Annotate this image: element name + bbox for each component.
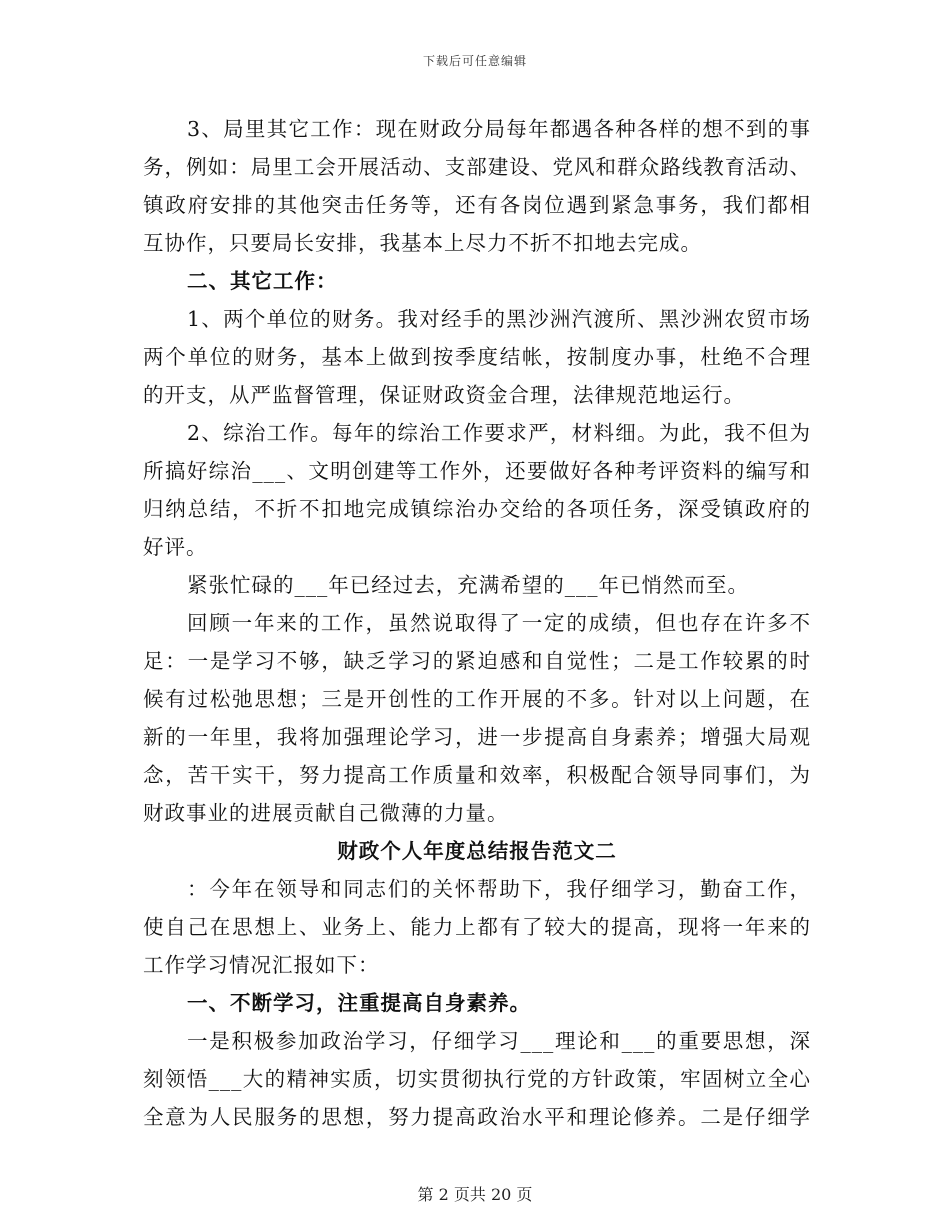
text-line: 一是积极参加政治学习，仔细学习___理论和___的重要思想，深 <box>187 1029 811 1053</box>
text-line: 2、综治工作。每年的综治工作要求严，材料细。为此，我不但为 <box>187 421 811 445</box>
paragraph-review <box>143 604 811 832</box>
text-line: 3、局里其它工作：现在财政分局每年都遇各种各样的想不到的事 <box>187 117 811 141</box>
text-line: 的开支，从严监督管理，保证财政资金合理，法律规范地运行。 <box>143 383 745 407</box>
text-line: 财政事业的进展贡献自己微薄的力量。 <box>143 801 509 825</box>
paragraph-comprehensive-governance <box>143 414 811 566</box>
text-line: 所搞好综治___、文明创建等工作外，还要做好各种考评资料的编写和 <box>143 459 811 483</box>
paragraph-other-work-3 <box>143 110 811 262</box>
text-line: 全意为人民服务的思想，努力提高政治水平和理论修养。二是仔细学 <box>143 1105 811 1129</box>
text-line: 镇政府安排的其他突击任务等，还有各岗位遇到紧急事务，我们都相 <box>143 193 811 217</box>
paragraph-finance-two-units <box>143 300 811 414</box>
text-line: 使自己在思想上、业务上、能力上都有了较大的提高，现将一年来的 <box>143 915 811 939</box>
heading-text: 二、其它工作： <box>187 269 338 293</box>
paragraph-intro <box>143 870 811 984</box>
section-heading-continuous-learning <box>143 984 811 1022</box>
text-line: 回顾一年来的工作，虽然说取得了一定的成绩，但也存在许多不 <box>187 611 811 635</box>
document-body <box>143 110 811 1136</box>
text-line: 刻领悟___大的精神实质，切实贯彻执行党的方针政策，牢固树立全心 <box>143 1067 811 1091</box>
page-footer: 第 2 页共 20 页 <box>417 1185 533 1204</box>
text-line: 1、两个单位的财务。我对经手的黑沙洲汽渡所、黑沙洲农贸市场 <box>187 307 811 331</box>
paragraph-political-study <box>143 1022 811 1136</box>
text-line: 归纳总结，不折不扣地完成镇综治办交给的各项任务，深受镇政府的 <box>143 497 811 521</box>
text-line: 紧张忙碌的___年已经过去，充满希望的___年已悄然而至。 <box>187 573 749 597</box>
paragraph-year-transition <box>143 566 811 604</box>
heading-text: 一、不断学习，注重提高自身素养。 <box>187 991 531 1015</box>
text-line: 互协作，只要局长安排，我基本上尽力不折不扣地去完成。 <box>143 231 702 255</box>
section-heading-other-work <box>143 262 811 300</box>
title-text: 财政个人年度总结报告范文二 <box>337 839 617 863</box>
text-line: 好评。 <box>143 535 208 559</box>
text-line: 足：一是学习不够，缺乏学习的紧迫感和自觉性；二是工作较累的时 <box>143 649 811 673</box>
page-header: 下载后可任意编辑 <box>422 54 527 68</box>
text-line: 工作学习情况汇报如下： <box>143 953 380 977</box>
text-line: 务，例如：局里工会开展活动、支部建设、党风和群众路线教育活动、 <box>143 155 811 179</box>
text-line: 候有过松弛思想；三是开创性的工作开展的不多。针对以上问题，在 <box>143 687 811 711</box>
text-line: 新的一年里，我将加强理论学习，进一步提高自身素养；增强大局观 <box>143 725 811 749</box>
section-title-report-two <box>143 832 811 870</box>
text-line: ：今年在领导和同志们的关怀帮助下，我仔细学习，勤奋工作， <box>187 877 811 901</box>
text-line: 两个单位的财务，基本上做到按季度结帐，按制度办事，杜绝不合理 <box>143 345 811 369</box>
text-line: 念，苦干实干，努力提高工作质量和效率，积极配合领导同事们，为 <box>143 763 811 787</box>
